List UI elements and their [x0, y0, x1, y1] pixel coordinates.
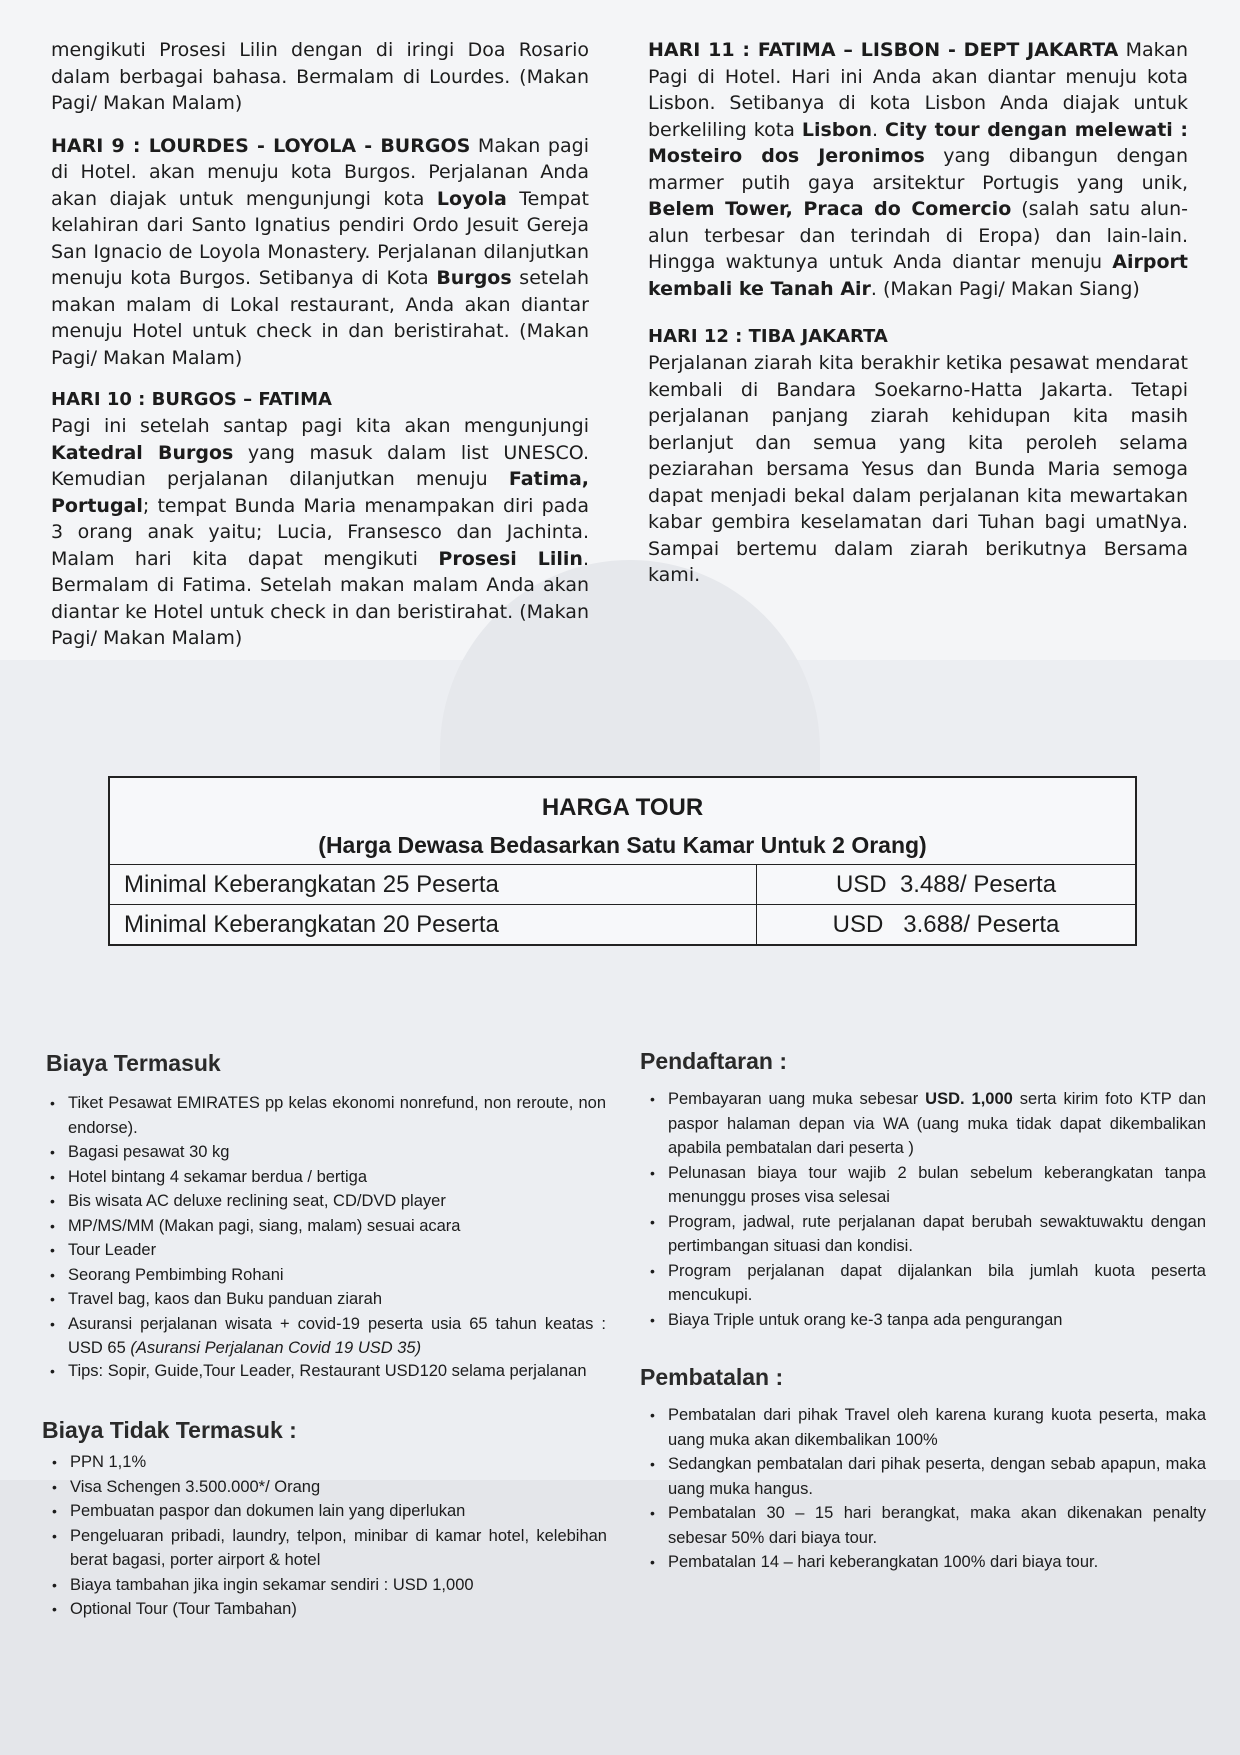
day-title: HARI 11 : FATIMA – LISBON - DEPT JAKARTA: [648, 39, 1119, 61]
list-item: • Sedangkan pembatalan dari pihak peserta, dengan sebab apapun, maka uang muka hangus.: [668, 1452, 1206, 1501]
highlight-text: Katedral Burgos: [51, 441, 234, 464]
highlight-text: Airport kembali ke Tanah Air: [648, 251, 1188, 300]
section-heading: Biaya Termasuk: [46, 1050, 221, 1076]
itinerary-day: [648, 324, 1188, 589]
list-item: • Pembatalan 14 – hari keberangkatan 100% dari biaya tour.: [668, 1550, 1206, 1575]
price-title: HARGA TOUR: [541, 793, 704, 821]
section-heading: Pendaftaran :: [640, 1048, 787, 1074]
itinerary-body: HARI 11 : FATIMA – LISBON - DEPT JAKARTA Makan Pagi di Hotel. Hari ini Anda akan diantar menuju kota Lisbon. Setibanya di kota Lisbon Anda diajak untuk berkeliling kota Lisbon. City tour dengan melewati : Mosteiro dos Jeronimos yang dibangun dengan marmer putih gaya arsitektur Portugis yang unik, Belem Tower, Praca do Comercio (salah satu alun-alun terbesar dan terindah di Eropa) dan lain-lain. Hingga waktunya untuk Anda diantar menuju Airport kembali ke Tanah Air. (Makan Pagi/ Makan Siang): [648, 39, 1189, 300]
highlight-text: Belem Tower, Praca do Comercio: [648, 198, 1012, 220]
price-subtitle: (Harga Dewasa Bedasarkan Satu Kamar Untuk 2 Orang): [318, 831, 927, 858]
section-heading: Pembatalan :: [640, 1364, 784, 1390]
list-item: • Visa Schengen 3.500.000*/ Orang: [70, 1475, 607, 1500]
registration-list: [640, 1087, 1206, 1332]
highlight-text: Fatima, Portugal: [51, 468, 589, 517]
list-item: • PPN 1,1%: [70, 1450, 607, 1475]
price-row-label: Minimal Keberangkatan 20 Peserta: [109, 905, 757, 946]
itinerary-day: [51, 133, 589, 372]
price-table-header: [109, 777, 1136, 865]
price-table: [108, 776, 1137, 946]
list-item: • Bagasi pesawat 30 kg: [68, 1140, 606, 1165]
registration-section: [640, 1048, 1206, 1332]
list-item: • Pembayaran uang muka sebesar USD. 1,000 serta kirim foto KTP dan paspor halaman depan via WA (uang muka tidak dapat dikembalikan apabila pembatalan dari peserta ): [668, 1087, 1206, 1161]
itinerary-body: HARI 9 : LOURDES - LOYOLA - BURGOS Makan pagi di Hotel. akan menuju kota Burgos. Perjalanan Anda akan diajak untuk mengunjungi kota Loyola Tempat kelahiran dari Santo Ignatius pendiri Ordo Jesuit Gereja San Ignacio de Loyola Monastery. Perjalanan dilanjutkan menuju kota Burgos. Setibanya di Kota Burgos setelah makan malam di Lokal restaurant, Anda akan diantar menuju Hotel untuk check in dan beristirahat. (Makan Pagi/ Makan Malam): [51, 134, 589, 369]
list-item: • Seorang Pembimbing Rohani: [68, 1263, 606, 1288]
price-row-value: USD 3.688/ Peserta: [757, 905, 1137, 946]
itinerary-left-column: [51, 37, 589, 668]
insurance-note: (Asuransi Perjalanan Covid 19 USD 35): [130, 1339, 422, 1357]
highlight-text: Prosesi Lilin: [438, 547, 583, 570]
list-item: • Tips: Sopir, Guide,Tour Leader, Restaurant USD120 selama perjalanan: [68, 1361, 606, 1381]
list-item: • Hotel bintang 4 sekamar berdua / bertiga: [68, 1165, 606, 1190]
list-item: • Biaya Triple untuk orang ke-3 tanpa ada pengurangan: [668, 1308, 1206, 1333]
highlight-text: Loyola: [436, 187, 507, 210]
day-title: HARI 9 : LOURDES - LOYOLA - BURGOS: [51, 134, 471, 157]
section-heading: Biaya Tidak Termasuk :: [42, 1417, 297, 1443]
itinerary-body: mengikuti Prosesi Lilin dengan di iringi Doa Rosario dalam berbagai bahasa. Bermalam di Lourdes. (Makan Pagi/ Makan Malam): [51, 39, 589, 114]
list-item: • Program perjalanan dapat dijalankan bila jumlah kuota peserta mencukupi.: [668, 1259, 1206, 1308]
price-row-value: USD 3.488/ Peserta: [757, 865, 1137, 905]
excluded-costs-section: [42, 1417, 607, 1622]
price-row-label: Minimal Keberangkatan 25 Peserta: [109, 865, 757, 905]
list-item: • Pembatalan dari pihak Travel oleh karena kurang kuota peserta, maka uang muka akan dikembalikan 100%: [668, 1403, 1206, 1452]
itinerary-day: [648, 37, 1188, 302]
list-item: • Optional Tour (Tour Tambahan): [70, 1597, 607, 1622]
day-title: HARI 12 : TIBA JAKARTA: [648, 326, 888, 347]
list-item: • Pengeluaran pribadi, laundry, telpon, minibar di kamar hotel, kelebihan berat bagasi, porter airport & hotel: [70, 1524, 607, 1573]
itinerary-right-column: [648, 37, 1188, 605]
price-row: [109, 905, 1136, 946]
itinerary-day: [51, 37, 589, 117]
excluded-costs-list: [42, 1450, 607, 1622]
list-item: • Pembatalan 30 – 15 hari berangkat, maka akan dikenakan penalty sebesar 50% dari biaya tour.: [668, 1501, 1206, 1550]
list-item: • Pembuatan paspor dan dokumen lain yang diperlukan: [70, 1499, 607, 1524]
list-item: • Asuransi perjalanan wisata + covid-19 peserta usia 65 tahun keatas : USD 65 (Asuransi Perjalanan Covid 19 USD 35): [68, 1312, 606, 1361]
cancellation-list: [640, 1403, 1206, 1575]
highlight-text: City tour dengan melewati : Mosteiro dos Jeronimos: [648, 118, 1188, 167]
price-row: [109, 865, 1136, 905]
included-costs-list: [46, 1091, 606, 1381]
list-item: • Travel bag, kaos dan Buku panduan ziarah: [68, 1287, 606, 1312]
list-item: • Biaya tambahan jika ingin sekamar sendiri : USD 1,000: [70, 1573, 607, 1598]
list-item: • Pelunasan biaya tour wajib 2 bulan sebelum keberangkatan tanpa menunggu proses visa selesai: [668, 1161, 1206, 1210]
highlight-text: Lisbon: [801, 118, 872, 141]
cancellation-section: [640, 1364, 1206, 1575]
list-item: • MP/MS/MM (Makan pagi, siang, malam) sesuai acara: [68, 1214, 606, 1239]
itinerary-body: Perjalanan ziarah kita berakhir ketika pesawat mendarat kembali di Bandara Soekarno-Hatta Jakarta. Tetapi perjalanan panjang ziarah kehidupan kita masih berlanjut dan semua yang kita peroleh selama peziarahan bersama Yesus dan Bunda Maria semoga dapat menjadi bekal dalam perjalanan kita mewartakan kabar gembira keselamatan dari Tuhan bagi umatNya. Sampai bertemu dalam ziarah berikutnya Bersama kami.: [648, 352, 1188, 586]
list-item: • Program, jadwal, rute perjalanan dapat berubah sewaktuwaktu dengan pertimbangan situasi dan kondisi.: [668, 1210, 1206, 1259]
itinerary-body: Pagi ini setelah santap pagi kita akan mengunjungi Katedral Burgos yang masuk dalam list UNESCO. Kemudian perjalanan dilanjutkan menuju Fatima, Portugal; tempat Bunda Maria menampakan diri pada 3 orang anak yaitu; Lucia, Fransesco dan Jachinta. Malam hari kita dapat mengikuti Prosesi Lilin. Bermalam di Fatima. Setelah makan malam Anda akan diantar ke Hotel untuk check in dan beristirahat. (Makan Pagi/ Makan Malam): [51, 415, 589, 649]
itinerary-day: [51, 387, 589, 652]
included-costs-section: [46, 1050, 606, 1381]
highlight-text: Burgos: [436, 267, 512, 289]
list-item: • Tiket Pesawat EMIRATES pp kelas ekonomi nonrefund, non reroute, non endorse).: [68, 1091, 606, 1140]
day-title: HARI 10 : BURGOS – FATIMA: [51, 389, 332, 410]
list-item: • Bis wisata AC deluxe reclining seat, CD/DVD player: [68, 1189, 606, 1214]
list-item: • Tour Leader: [68, 1238, 606, 1263]
